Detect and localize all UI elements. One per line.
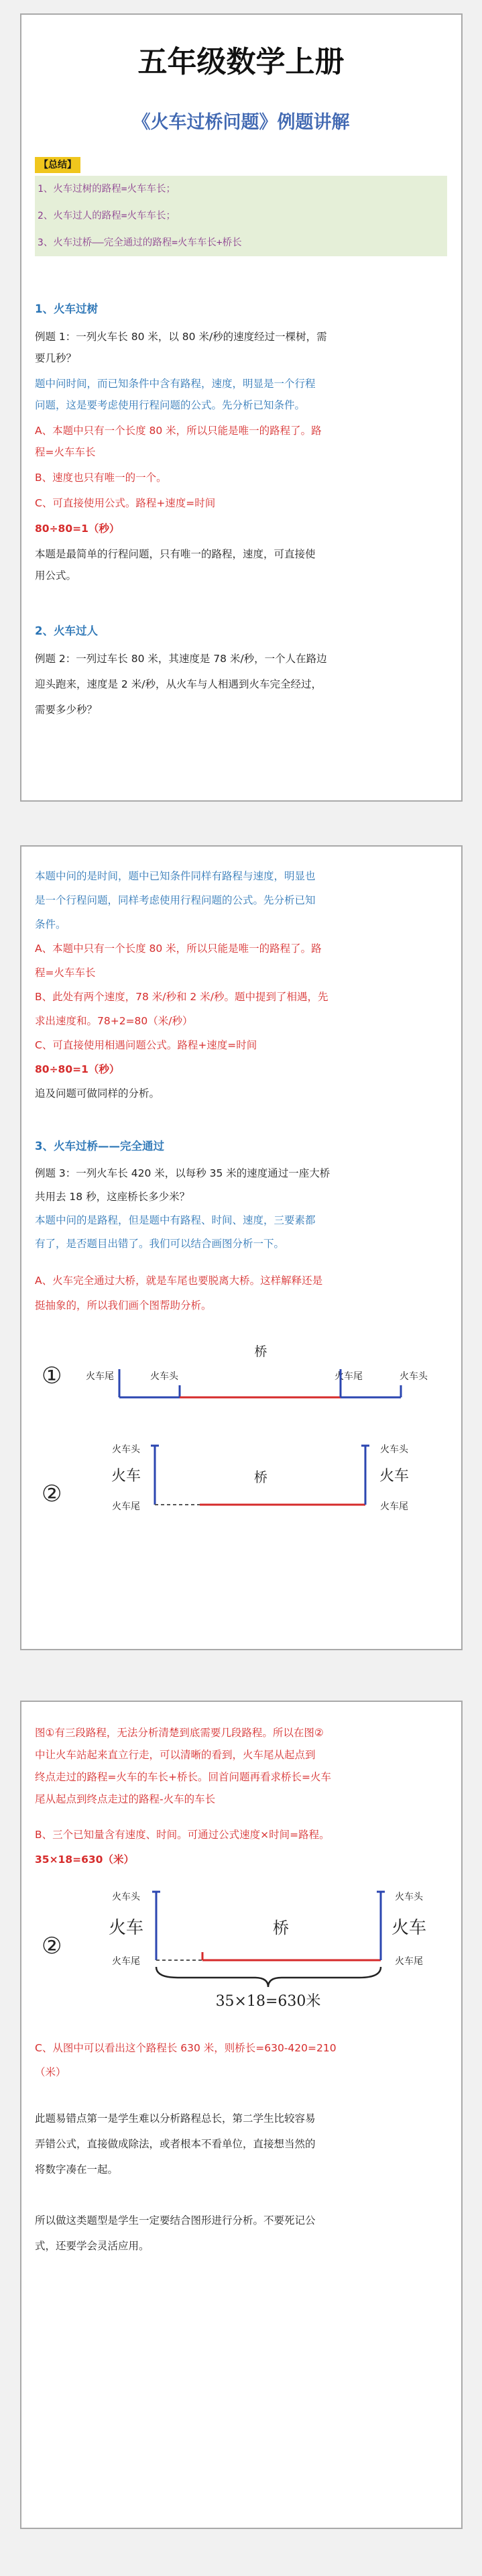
summary-item-1: 1、火车过树的路程=火车车长； xyxy=(38,184,176,195)
figure-2-bridge-label: 桥 xyxy=(254,1469,267,1485)
section2-heading: 2、火车过人 xyxy=(35,625,98,637)
section2-point-c: C、可直接使用相遇问题公式。路程+速度=时间 xyxy=(35,1039,257,1051)
section3-example-line1: 例题 3：一列火车长 420 米，以每秒 35 米的速度通过一座大桥 xyxy=(35,1167,330,1179)
card3-explain-line2: 中让火车站起来直立行走，可以清晰的看到，火车尾从起点到 xyxy=(35,1749,316,1761)
card3-advice-line2: 式，还要学会灵活应用。 xyxy=(35,2240,149,2252)
section1-note-line2: 用公式。 xyxy=(35,570,77,582)
card3-summary-line2: 弄错公式，直接做成除法，或者根本不看单位，直接想当然的 xyxy=(35,2138,316,2150)
section2-example-line2: 迎头跑来，速度是 2 米/秒，从火车与人相遇到火车完全经过， xyxy=(35,678,322,690)
page-title: 五年级数学上册 xyxy=(137,45,345,79)
figure-1-tail-right-label: 火车尾 xyxy=(335,1371,363,1382)
figure-1-diagram xyxy=(27,1332,456,1412)
card3-advice-line1: 所以做这类题型是学生一定要结合图形进行分析。不要死记公 xyxy=(35,2214,316,2226)
page-subtitle: 《火车过桥问题》例题讲解 xyxy=(132,112,350,133)
section1-calculation: 80÷80=1（秒） xyxy=(35,523,120,535)
figure-3-formula: 35×18=630米 xyxy=(215,1993,321,2010)
figure-2-diagram xyxy=(27,1432,456,1533)
section3-point-a-line2: 挺抽象的，所以我们画个图帮助分析。 xyxy=(35,1299,212,1311)
figure-3-left-head-label: 火车头 xyxy=(112,1892,140,1902)
summary-item-3: 3、火车过桥——完全通过的路程=火车车长+桥长 xyxy=(38,237,242,248)
figure-3-left-train-label: 火车 xyxy=(108,1918,144,1938)
section1-note-line1: 本题是最简单的行程问题，只有唯一的路程，速度，可直接使 xyxy=(35,548,316,560)
section2-calculation: 80÷80=1（秒） xyxy=(35,1063,120,1075)
summary-row-3 xyxy=(35,229,447,256)
figure-3-left-tail-label: 火车尾 xyxy=(112,1956,140,1967)
card3-summary-line3: 将数字凑在一起。 xyxy=(35,2163,119,2176)
section2-point-b-line2: 求出速度和。78+2=80（米/秒） xyxy=(35,1015,193,1027)
section2-note: 追及问题可做同样的分析。 xyxy=(35,1087,160,1099)
figure-1-bridge-label: 桥 xyxy=(254,1344,267,1359)
figure-2-left-train-label: 火车 xyxy=(111,1468,141,1485)
section2-point-a-line1: A、本题中只有一个长度 80 米，所以只能是唯一的路程了。路 xyxy=(35,943,322,955)
card3-point-b-line1: B、三个已知量含有速度、时间。可通过公式速度×时间=路程。 xyxy=(35,1829,330,1841)
figure-3-right-tail-label: 火车尾 xyxy=(395,1956,423,1967)
figure-2-right-head-label: 火车头 xyxy=(380,1444,408,1455)
section1-example-line2: 要几秒？ xyxy=(35,352,77,364)
section1-heading: 1、火车过树 xyxy=(35,303,98,315)
section1-analysis-line2: 问题，这是要考虑使用行程问题的公式。先分析已知条件。 xyxy=(35,399,306,411)
figure-1-tail-left-label: 火车尾 xyxy=(86,1371,114,1382)
section1-point-c: C、可直接使用公式。路程+速度=时间 xyxy=(35,497,216,509)
section2-example-line1: 例题 2：一列过车长 80 米，其速度是 78 米/秒，一个人在路边 xyxy=(35,653,327,665)
section2-point-a-line2: 程=火车车长 xyxy=(35,967,96,979)
figure-3-right-train-label: 火车 xyxy=(391,1918,427,1938)
section2-analysis-line2: 是一个行程问题，同样考虑使用行程问题的公式。先分析已知 xyxy=(35,894,316,906)
card3-explain-line4: 尾从起点到终点走过的路程-火车的车长 xyxy=(35,1793,216,1805)
figure-2-left-head-label: 火车头 xyxy=(112,1444,140,1455)
summary-row-1 xyxy=(35,176,447,203)
summary-row-2 xyxy=(35,203,447,229)
figure-2-right-tail-label: 火车尾 xyxy=(380,1501,408,1512)
section1-analysis-line1: 题中问时间，而已知条件中含有路程，速度，明显是一个行程 xyxy=(35,378,316,390)
section2-example-line3: 需要多少秒？ xyxy=(35,704,98,716)
figure-2-right-train-label: 火车 xyxy=(379,1468,410,1485)
figure-1-head-right-label: 火车头 xyxy=(400,1371,428,1382)
section3-point-a-line1: A、火车完全通过大桥，就是车尾也要脱离大桥。这样解释还是 xyxy=(35,1275,323,1287)
section1-point-a-line1: A、本题中只有一个长度 80 米，所以只能是唯一的路程了。路 xyxy=(35,425,322,437)
figure-3-number: ② xyxy=(42,1933,62,1960)
section1-point-a-line2: 程=火车车长 xyxy=(35,446,96,458)
card3-explain-line1: 图①有三段路程，无法分析清楚到底需要几段路程。所以在图② xyxy=(35,1727,324,1739)
section3-analysis-line1: 本题中问的是路程，但是题中有路程、时间、速度，三要素都 xyxy=(35,1214,316,1226)
figure-3-brace xyxy=(156,1967,381,1987)
section2-analysis-line1: 本题中问的是时间，题中已知条件同样有路程与速度，明显也 xyxy=(35,870,316,882)
figure-3-bridge-label: 桥 xyxy=(273,1919,289,1937)
section2-analysis-line3: 条件。 xyxy=(35,918,66,930)
section3-analysis-line2: 有了，是否题目出错了。我们可以结合画图分析一下。 xyxy=(35,1238,285,1250)
section2-point-b-line1: B、此处有两个速度，78 米/秒和 2 米/秒。题中提到了相遇，先 xyxy=(35,991,328,1003)
section3-heading: 3、火车过桥——完全通过 xyxy=(35,1140,164,1152)
figure-3-diagram xyxy=(27,1878,456,2012)
figure-2-left-tail-label: 火车尾 xyxy=(112,1501,140,1512)
card3-point-c-line2: （米） xyxy=(35,2066,66,2078)
figure-1-number: ① xyxy=(42,1362,62,1389)
card3-point-b-line2: 35×18=630（米） xyxy=(35,1854,134,1866)
figure-2-number: ② xyxy=(42,1481,62,1507)
summary-item-2: 2、火车过人的路程=火车车长； xyxy=(38,211,176,221)
section1-example-line1: 例题 1：一列火车长 80 米，以 80 米/秒的速度经过一棵树，需 xyxy=(35,331,327,343)
card3-point-c-line1: C、从图中可以看出这个路程长 630 米，则桥长=630-420=210 xyxy=(35,2042,337,2054)
figure-3-right-head-label: 火车头 xyxy=(395,1892,423,1902)
section3-example-line2: 共用去 18 秒，这座桥长多少米？ xyxy=(35,1191,190,1203)
card3-explain-line3: 终点走过的路程=火车的车长+桥长。回首问题再看求桥长=火车 xyxy=(35,1771,331,1783)
figure-1-head-left-label: 火车头 xyxy=(150,1371,178,1382)
summary-tag: 【总结】 xyxy=(35,157,80,173)
card3-summary-line1: 此题易错点第一是学生难以分析路程总长，第二学生比较容易 xyxy=(35,2112,316,2125)
section1-point-b: B、速度也只有唯一的一个。 xyxy=(35,472,167,484)
